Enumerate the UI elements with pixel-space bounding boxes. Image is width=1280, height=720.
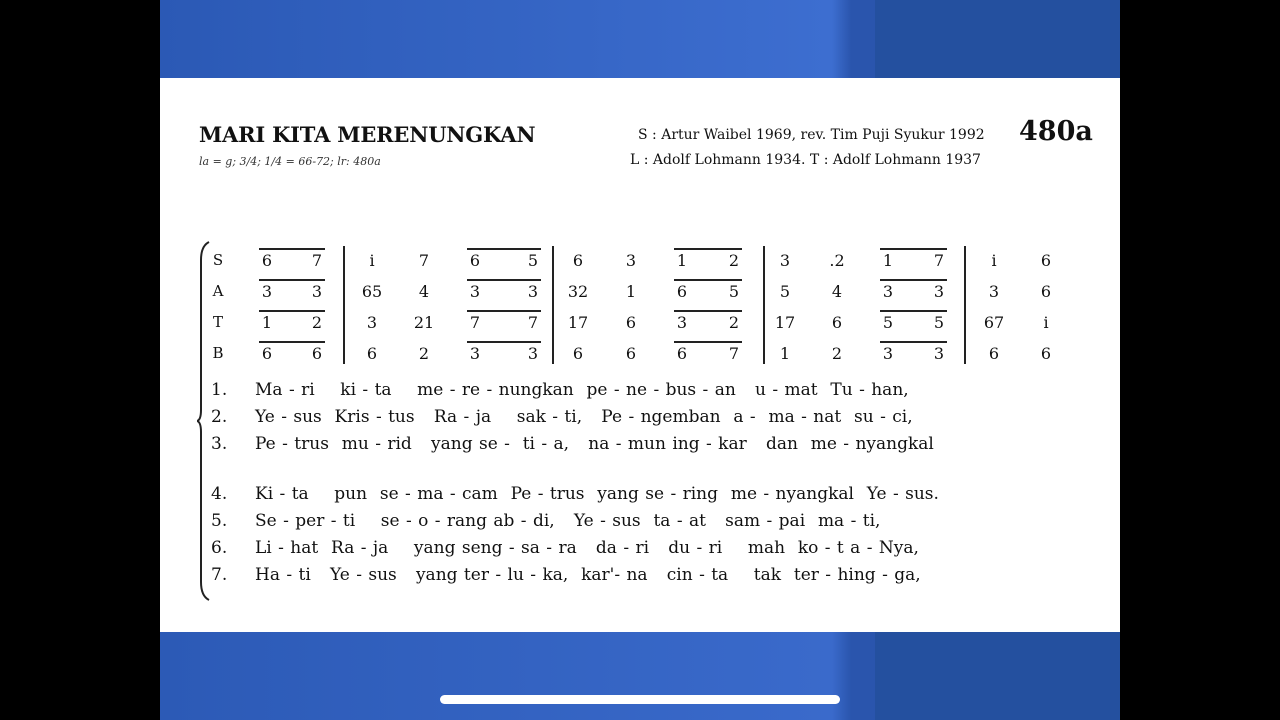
note: 3: [882, 344, 894, 363]
note: 2: [728, 251, 740, 270]
note: 6: [572, 344, 584, 363]
barline: [964, 246, 966, 364]
note: 6: [261, 344, 273, 363]
note: 7: [728, 344, 740, 363]
hymn-title: MARI KITA MERENUNGKAN: [199, 122, 536, 147]
beam: [880, 279, 947, 281]
note: 5: [882, 313, 894, 332]
note: 1: [625, 282, 637, 301]
verse-number: 7.: [211, 565, 228, 585]
lyric-line: [160, 407, 1120, 429]
note: 3: [469, 344, 481, 363]
note: 32: [567, 282, 589, 301]
text-credit: S : Artur Waibel 1969, rev. Tim Puji Syukur 1992: [638, 127, 985, 143]
verse-text: Ki - ta pun se - ma - cam Pe - trus yang se - ring me - nyangkal Ye - sus.: [255, 484, 939, 504]
voice-label: S: [212, 251, 224, 269]
hymn-meta: la = g; 3/4; 1/4 = 66-72; lr: 480a: [199, 155, 381, 168]
verse-text: Ye - sus Kris - tus Ra - ja sak - ti, Pe - ngemban a - ma - nat su - ci,: [255, 407, 913, 427]
note: 1: [882, 251, 894, 270]
note: 5: [527, 251, 539, 270]
hymn-number: 480a: [1019, 116, 1093, 147]
beam: [674, 248, 742, 250]
note: 2: [831, 344, 843, 363]
verse-number: 3.: [211, 434, 228, 454]
voice-label: B: [212, 344, 224, 362]
lyric-line: [160, 538, 1120, 560]
verse-text: Ha - ti Ye - sus yang ter - lu - ka, kar'- na cin - ta tak ter - hing - ga,: [255, 565, 921, 585]
beam: [674, 310, 742, 312]
note: 3: [933, 282, 945, 301]
beam: [880, 341, 947, 343]
beam: [467, 341, 541, 343]
note: 1: [676, 251, 688, 270]
beam: [467, 310, 541, 312]
beam: [674, 341, 742, 343]
note: 1: [779, 344, 791, 363]
verse-number: 2.: [211, 407, 228, 427]
note: 6: [676, 282, 688, 301]
note: 3: [527, 282, 539, 301]
note: 6: [988, 344, 1000, 363]
note: i: [369, 251, 375, 270]
note: 3: [933, 344, 945, 363]
lyric-line: [160, 434, 1120, 456]
note: 2: [311, 313, 323, 332]
note: 17: [567, 313, 589, 332]
hymn-sheet: [160, 78, 1120, 632]
voice-label: A: [212, 282, 224, 300]
note: 7: [418, 251, 430, 270]
beam: [259, 310, 325, 312]
note: 6: [625, 344, 637, 363]
note: 6: [469, 251, 481, 270]
verse-number: 6.: [211, 538, 228, 558]
note: 3: [527, 344, 539, 363]
note: 3: [625, 251, 637, 270]
note: 3: [882, 282, 894, 301]
lyric-line: [160, 511, 1120, 533]
barline: [763, 246, 765, 364]
note: 6: [366, 344, 378, 363]
beam: [259, 248, 325, 250]
note: 7: [527, 313, 539, 332]
verse-text: Ma - ri ki - ta me - re - nungkan pe - ne - bus - an u - mat Tu - han,: [255, 380, 909, 400]
note: i: [991, 251, 997, 270]
beam: [467, 248, 541, 250]
note: .2: [829, 251, 845, 270]
note: 4: [831, 282, 843, 301]
note: 67: [983, 313, 1005, 332]
note: 6: [831, 313, 843, 332]
music-credit: L : Adolf Lohmann 1934. T : Adolf Lohmann 1937: [630, 152, 981, 168]
note: 3: [988, 282, 1000, 301]
note: 6: [1040, 282, 1052, 301]
lyric-line: [160, 380, 1120, 402]
note: 6: [572, 251, 584, 270]
note: 6: [625, 313, 637, 332]
note: 3: [261, 282, 273, 301]
barline: [552, 246, 554, 364]
note: 3: [311, 282, 323, 301]
note: 65: [361, 282, 383, 301]
note: 5: [728, 282, 740, 301]
note: 2: [418, 344, 430, 363]
note: 3: [676, 313, 688, 332]
background-bottom-right: [875, 632, 1120, 720]
note: 5: [933, 313, 945, 332]
barline: [343, 246, 345, 364]
note: 3: [469, 282, 481, 301]
beam: [674, 279, 742, 281]
beam: [467, 279, 541, 281]
lyric-line: [160, 565, 1120, 587]
note: 7: [469, 313, 481, 332]
note: i: [1043, 313, 1049, 332]
verse-number: 4.: [211, 484, 228, 504]
note: 6: [261, 251, 273, 270]
verse-text: Li - hat Ra - ja yang seng - sa - ra da - ri du - ri mah ko - t a - Nya,: [255, 538, 919, 558]
note: 3: [779, 251, 791, 270]
note: 2: [728, 313, 740, 332]
note: 6: [676, 344, 688, 363]
note: 7: [311, 251, 323, 270]
note: 4: [418, 282, 430, 301]
verse-text: Pe - trus mu - rid yang se - ti - a, na - mun ing - kar dan me - nyangkal: [255, 434, 934, 454]
beam: [259, 279, 325, 281]
verse-number: 5.: [211, 511, 228, 531]
beam: [880, 248, 947, 250]
verse-number: 1.: [211, 380, 228, 400]
lyric-line: [160, 484, 1120, 506]
note: 6: [311, 344, 323, 363]
note: 21: [413, 313, 435, 332]
home-indicator[interactable]: [440, 695, 840, 704]
beam: [880, 310, 947, 312]
note: 1: [261, 313, 273, 332]
note: 5: [779, 282, 791, 301]
note: 3: [366, 313, 378, 332]
background-top-right: [875, 0, 1120, 78]
note: 6: [1040, 344, 1052, 363]
note: 6: [1040, 251, 1052, 270]
note: 17: [774, 313, 796, 332]
verse-text: Se - per - ti se - o - rang ab - di, Ye - sus ta - at sam - pai ma - ti,: [255, 511, 881, 531]
note: 7: [933, 251, 945, 270]
voice-label: T: [212, 313, 223, 331]
beam: [259, 341, 325, 343]
